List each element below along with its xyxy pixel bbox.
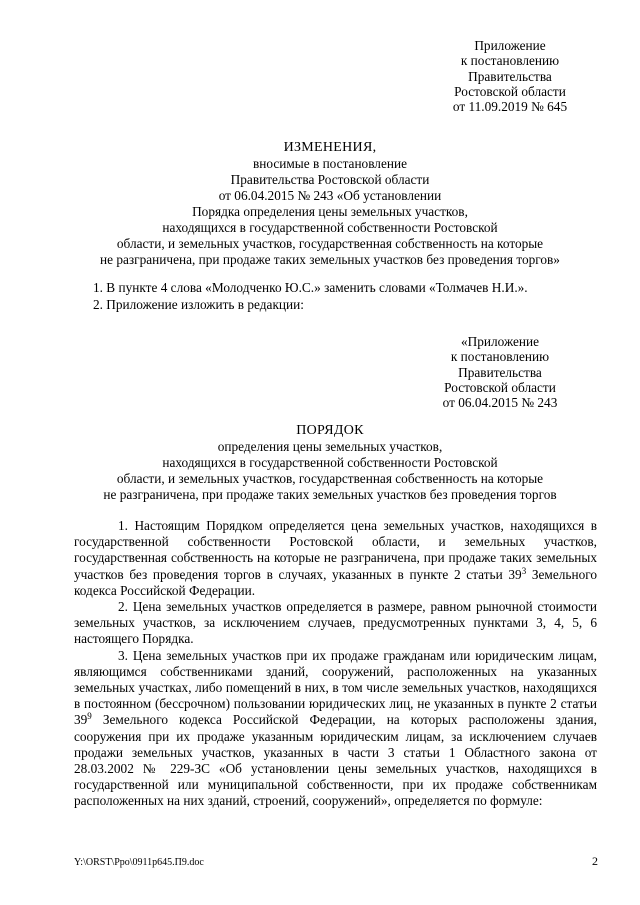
changes-heading-line: области, и земельных участков, государственная собственность на которые xyxy=(116,236,544,251)
attachment-top-line: Приложение xyxy=(474,38,546,53)
paragraph-3 xyxy=(74,648,597,810)
order-heading-line: находящихся в государственной собственности Ростовской xyxy=(162,455,498,470)
order-heading-line: области, и земельных участков, государственная собственность на которые xyxy=(116,471,544,486)
paragraph-2: 2. Цена земельных участков определяется в размере, равном рыночной стоимости земельных участков, за исключением случаев, предусмотренных пунктами 3, 4, 5, 6 настоящего Порядка. xyxy=(74,599,597,647)
changes-heading-line: вносимые в постановление xyxy=(253,156,407,171)
paragraph-3-text: 3. Цена земельных участков при их продаже гражданам или юридическим лицам, являющимся собственниками зданий, сооружений, расположенных на указанных земельных участках, либо помещений в них, в том числе земельных участков, находящихся в постоянном (бессрочном) пользовании юридических лиц, не указанных в пункте 2 статьи 39 xyxy=(74,647,597,728)
footer-page-number: 2 xyxy=(592,854,598,868)
attachment-top-line: Ростовской области xyxy=(454,83,566,99)
attachment-inner-line: Ростовской области xyxy=(444,379,556,395)
changes-heading-line: от 06.04.2015 № 243 «Об установлении xyxy=(218,188,442,203)
order-heading-line: определения цены земельных участков, xyxy=(217,439,443,454)
attachment-inner-line: от 06.04.2015 № 243 xyxy=(442,395,558,411)
attachment-inner xyxy=(400,334,600,410)
attachment-top xyxy=(410,38,610,114)
changes-heading-line: Правительства Ростовской области xyxy=(230,172,430,187)
changes-heading-line: находящихся в государственной собственности Ростовской xyxy=(162,220,498,235)
attachment-inner-line: «Приложение xyxy=(460,334,539,349)
changes-heading-line: не разграничена, при продаже таких земельных участков без проведения торгов» xyxy=(100,252,560,267)
item-2: 2. Приложение изложить в редакции: xyxy=(93,297,304,312)
order-title: ПОРЯДОК xyxy=(296,423,364,438)
paragraph-3-text-end: Земельного кодекса Российской Федерации, на которых расположены здания, сооружения при их продаже указанным юридическим лицам, за исключением случаев продажи земельных участков, указанных в части 3 статьи 1 Областного закона от 28.03.2002 № 229-ЗС «Об установлении цены земельных участков, находящихся в государственной или муниципальной собственности, при их продаже собственникам расположенных на них зданий, строений, сооружений», определяется по формуле: xyxy=(74,712,597,809)
order-heading-line: не разграничена, при продаже таких земельных участков без проведения торгов xyxy=(103,487,557,502)
attachment-inner-line: к постановлению xyxy=(450,349,550,365)
item-1: 1. В пункте 4 слова «Молодченко Ю.С.» заменить словами «Толмачев Н.И.». xyxy=(93,280,528,295)
order-heading xyxy=(60,423,600,503)
changes-heading xyxy=(60,140,600,268)
attachment-top-line: к постановлению xyxy=(460,53,560,69)
body-text xyxy=(74,518,597,810)
paragraph-1 xyxy=(74,518,597,599)
paragraph-1-text-end: Земельного кодекса Российской Федерации. xyxy=(74,566,597,598)
attachment-top-line: от 11.09.2019 № 645 xyxy=(452,99,568,115)
paragraph-1-text: 1. Настоящим Порядком определяется цена земельных участков, находящихся в государственной собственности Ростовской области, и земельных участков, государственная собственность на которые не разграничена, при продаже таких земельных участков без проведения торгов в случаях, указанных в пункте 2 статьи 39 xyxy=(74,518,597,582)
changes-title: ИЗМЕНЕНИЯ, xyxy=(283,140,377,155)
paragraph-3-superscript: 9 xyxy=(87,711,92,722)
footer-file-path: Y:\ORST\Ppo\0911p645.П9.doc xyxy=(74,857,204,868)
attachment-inner-line: Правительства xyxy=(458,364,542,380)
attachment-top-line: Правительства xyxy=(468,68,552,84)
paragraph-1-superscript: 3 xyxy=(521,565,527,576)
changes-heading-line: Порядка определения цены земельных участков, xyxy=(192,204,468,219)
